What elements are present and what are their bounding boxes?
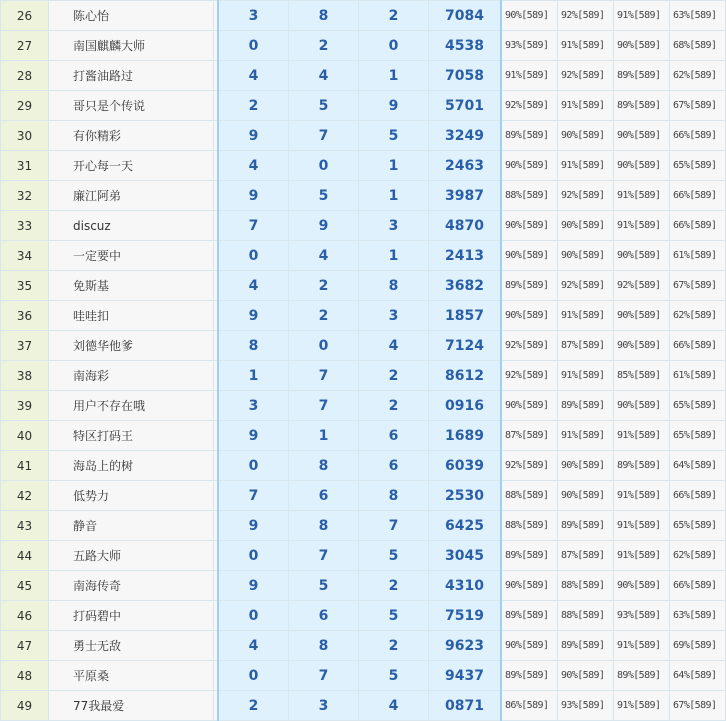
- percent-2-cell: 90%[589]: [558, 211, 614, 241]
- percent-2-cell: 91%[589]: [558, 31, 614, 61]
- percent-4-cell: 67%[589]: [670, 691, 726, 721]
- username-cell[interactable]: 免斯基: [49, 271, 214, 301]
- table-row: [1, 451, 726, 481]
- digit-1-cell: 3: [218, 391, 289, 421]
- digit-3-cell: 4: [359, 691, 429, 721]
- percent-4-cell: 63%[589]: [670, 601, 726, 631]
- table-row: [1, 241, 726, 271]
- row-index-cell: 48: [1, 661, 49, 691]
- percent-1-cell: 91%[589]: [501, 61, 558, 91]
- row-index-cell: 34: [1, 241, 49, 271]
- percent-1-cell: 90%[589]: [501, 211, 558, 241]
- percent-3-cell: 89%[589]: [614, 61, 670, 91]
- digit-2-cell: 8: [289, 1, 359, 31]
- username-cell[interactable]: 打码碧中: [49, 601, 214, 631]
- username-cell[interactable]: 一定要中: [49, 241, 214, 271]
- username-cell[interactable]: 南海传奇: [49, 571, 214, 601]
- percent-3-cell: 92%[589]: [614, 271, 670, 301]
- digit-1-cell: 9: [218, 181, 289, 211]
- username-cell[interactable]: 开心每一天: [49, 151, 214, 181]
- percent-2-cell: 87%[589]: [558, 541, 614, 571]
- digit-3-cell: 2: [359, 391, 429, 421]
- percent-1-cell: 86%[589]: [501, 691, 558, 721]
- username-cell[interactable]: 五路大师: [49, 541, 214, 571]
- digit-3-cell: 8: [359, 481, 429, 511]
- percent-2-cell: 91%[589]: [558, 91, 614, 121]
- percent-3-cell: 90%[589]: [614, 391, 670, 421]
- percent-2-cell: 92%[589]: [558, 271, 614, 301]
- number-cell: 3045: [429, 541, 502, 571]
- row-index-cell: 43: [1, 511, 49, 541]
- percent-1-cell: 90%[589]: [501, 1, 558, 31]
- row-index-cell: 45: [1, 571, 49, 601]
- table-row: [1, 511, 726, 541]
- digit-3-cell: 6: [359, 451, 429, 481]
- row-index-cell: 30: [1, 121, 49, 151]
- digit-1-cell: 7: [218, 481, 289, 511]
- number-cell: 0871: [429, 691, 502, 721]
- digit-2-cell: 7: [289, 391, 359, 421]
- digit-1-cell: 9: [218, 301, 289, 331]
- percent-4-cell: 69%[589]: [670, 631, 726, 661]
- digit-3-cell: 1: [359, 151, 429, 181]
- row-index-cell: 44: [1, 541, 49, 571]
- percent-2-cell: 93%[589]: [558, 691, 614, 721]
- percent-2-cell: 90%[589]: [558, 121, 614, 151]
- digit-1-cell: 4: [218, 271, 289, 301]
- digit-1-cell: 0: [218, 451, 289, 481]
- percent-4-cell: 62%[589]: [670, 61, 726, 91]
- username-cell[interactable]: 哇哇扣: [49, 301, 214, 331]
- row-index-cell: 28: [1, 61, 49, 91]
- number-cell: 8612: [429, 361, 502, 391]
- percent-1-cell: 88%[589]: [501, 481, 558, 511]
- digit-3-cell: 1: [359, 241, 429, 271]
- percent-4-cell: 66%[589]: [670, 331, 726, 361]
- digit-2-cell: 4: [289, 61, 359, 91]
- percent-1-cell: 89%[589]: [501, 121, 558, 151]
- digit-3-cell: 0: [359, 31, 429, 61]
- digit-3-cell: 1: [359, 181, 429, 211]
- table-row: [1, 421, 726, 451]
- percent-3-cell: 91%[589]: [614, 481, 670, 511]
- percent-4-cell: 67%[589]: [670, 271, 726, 301]
- row-index-cell: 46: [1, 601, 49, 631]
- percent-1-cell: 90%[589]: [501, 571, 558, 601]
- digit-1-cell: 3: [218, 1, 289, 31]
- digit-3-cell: 1: [359, 61, 429, 91]
- percent-3-cell: 90%[589]: [614, 31, 670, 61]
- username-cell[interactable]: 陈心怡: [49, 1, 214, 31]
- percent-4-cell: 66%[589]: [670, 481, 726, 511]
- number-cell: 9623: [429, 631, 502, 661]
- number-cell: 2530: [429, 481, 502, 511]
- percent-3-cell: 90%[589]: [614, 331, 670, 361]
- table-row: [1, 631, 726, 661]
- table-row: [1, 1, 726, 31]
- digit-1-cell: 4: [218, 631, 289, 661]
- digit-1-cell: 8: [218, 331, 289, 361]
- percent-3-cell: 93%[589]: [614, 601, 670, 631]
- row-index-cell: 39: [1, 391, 49, 421]
- username-cell[interactable]: 勇士无敌: [49, 631, 214, 661]
- table-row: [1, 571, 726, 601]
- username-cell[interactable]: 廉江阿弟: [49, 181, 214, 211]
- number-cell: 1857: [429, 301, 502, 331]
- digit-2-cell: 2: [289, 301, 359, 331]
- digit-1-cell: 4: [218, 61, 289, 91]
- percent-1-cell: 90%[589]: [501, 301, 558, 331]
- percent-2-cell: 87%[589]: [558, 331, 614, 361]
- percent-1-cell: 90%[589]: [501, 391, 558, 421]
- table-row: [1, 661, 726, 691]
- percent-4-cell: 64%[589]: [670, 661, 726, 691]
- percent-3-cell: 89%[589]: [614, 451, 670, 481]
- digit-2-cell: 8: [289, 631, 359, 661]
- table-row: [1, 391, 726, 421]
- table-row: [1, 691, 726, 721]
- percent-1-cell: 88%[589]: [501, 181, 558, 211]
- digit-1-cell: 1: [218, 361, 289, 391]
- row-index-cell: 42: [1, 481, 49, 511]
- percent-4-cell: 66%[589]: [670, 571, 726, 601]
- digit-3-cell: 2: [359, 631, 429, 661]
- percent-1-cell: 89%[589]: [501, 661, 558, 691]
- percent-4-cell: 64%[589]: [670, 451, 726, 481]
- percent-1-cell: 89%[589]: [501, 601, 558, 631]
- number-cell: 3682: [429, 271, 502, 301]
- percent-3-cell: 90%[589]: [614, 151, 670, 181]
- username-cell[interactable]: discuz: [49, 211, 214, 241]
- table-row: [1, 181, 726, 211]
- percent-1-cell: 89%[589]: [501, 271, 558, 301]
- percent-2-cell: 91%[589]: [558, 361, 614, 391]
- digit-1-cell: 0: [218, 541, 289, 571]
- digit-2-cell: 9: [289, 211, 359, 241]
- digit-2-cell: 0: [289, 151, 359, 181]
- digit-3-cell: 2: [359, 1, 429, 31]
- username-cell[interactable]: 77我最爱: [49, 691, 214, 721]
- percent-4-cell: 62%[589]: [670, 301, 726, 331]
- digit-3-cell: 7: [359, 511, 429, 541]
- percent-3-cell: 91%[589]: [614, 691, 670, 721]
- percent-4-cell: 66%[589]: [670, 181, 726, 211]
- digit-3-cell: 5: [359, 541, 429, 571]
- percent-3-cell: 91%[589]: [614, 631, 670, 661]
- percent-4-cell: 65%[589]: [670, 151, 726, 181]
- username-cell[interactable]: 哥只是个传说: [49, 91, 214, 121]
- number-cell: 7084: [429, 1, 502, 31]
- percent-3-cell: 91%[589]: [614, 1, 670, 31]
- username-cell[interactable]: 特区打码王: [49, 421, 214, 451]
- table-row: [1, 601, 726, 631]
- number-cell: 2413: [429, 241, 502, 271]
- table-row: [1, 151, 726, 181]
- percent-3-cell: 89%[589]: [614, 661, 670, 691]
- digit-3-cell: 3: [359, 211, 429, 241]
- row-index-cell: 27: [1, 31, 49, 61]
- table-row: [1, 91, 726, 121]
- table-row: [1, 211, 726, 241]
- percent-3-cell: 91%[589]: [614, 181, 670, 211]
- digit-3-cell: 4: [359, 331, 429, 361]
- percent-1-cell: 93%[589]: [501, 31, 558, 61]
- number-cell: 6425: [429, 511, 502, 541]
- row-index-cell: 29: [1, 91, 49, 121]
- row-index-cell: 41: [1, 451, 49, 481]
- percent-3-cell: 91%[589]: [614, 511, 670, 541]
- percent-4-cell: 65%[589]: [670, 511, 726, 541]
- number-cell: 3249: [429, 121, 502, 151]
- table-row: [1, 541, 726, 571]
- digit-2-cell: 7: [289, 121, 359, 151]
- number-cell: 2463: [429, 151, 502, 181]
- table-row: [1, 271, 726, 301]
- ranking-table-body: [1, 1, 726, 721]
- percent-2-cell: 88%[589]: [558, 571, 614, 601]
- username-cell[interactable]: 海岛上的树: [49, 451, 214, 481]
- digit-3-cell: 6: [359, 421, 429, 451]
- digit-3-cell: 5: [359, 601, 429, 631]
- percent-2-cell: 92%[589]: [558, 1, 614, 31]
- digit-2-cell: 6: [289, 481, 359, 511]
- digit-2-cell: 0: [289, 331, 359, 361]
- percent-4-cell: 61%[589]: [670, 361, 726, 391]
- row-index-cell: 31: [1, 151, 49, 181]
- digit-2-cell: 2: [289, 31, 359, 61]
- table-row: [1, 361, 726, 391]
- digit-3-cell: 2: [359, 361, 429, 391]
- percent-4-cell: 66%[589]: [670, 121, 726, 151]
- percent-1-cell: 90%[589]: [501, 241, 558, 271]
- percent-3-cell: 90%[589]: [614, 241, 670, 271]
- username-cell[interactable]: 用户不存在哦: [49, 391, 214, 421]
- percent-1-cell: 92%[589]: [501, 451, 558, 481]
- digit-2-cell: 2: [289, 271, 359, 301]
- number-cell: 3987: [429, 181, 502, 211]
- table-row: [1, 301, 726, 331]
- digit-3-cell: 9: [359, 91, 429, 121]
- percent-3-cell: 90%[589]: [614, 571, 670, 601]
- row-index-cell: 36: [1, 301, 49, 331]
- digit-1-cell: 9: [218, 571, 289, 601]
- digit-1-cell: 0: [218, 661, 289, 691]
- digit-3-cell: 2: [359, 571, 429, 601]
- row-index-cell: 32: [1, 181, 49, 211]
- digit-1-cell: 9: [218, 511, 289, 541]
- percent-2-cell: 91%[589]: [558, 421, 614, 451]
- percent-4-cell: 62%[589]: [670, 541, 726, 571]
- percent-4-cell: 68%[589]: [670, 31, 726, 61]
- digit-2-cell: 7: [289, 661, 359, 691]
- percent-2-cell: 90%[589]: [558, 451, 614, 481]
- percent-1-cell: 89%[589]: [501, 541, 558, 571]
- number-cell: 9437: [429, 661, 502, 691]
- percent-2-cell: 91%[589]: [558, 301, 614, 331]
- number-cell: 4870: [429, 211, 502, 241]
- row-index-cell: 37: [1, 331, 49, 361]
- percent-2-cell: 88%[589]: [558, 601, 614, 631]
- table-row: [1, 31, 726, 61]
- username-cell[interactable]: 刘德华他爹: [49, 331, 214, 361]
- percent-3-cell: 91%[589]: [614, 211, 670, 241]
- number-cell: 7058: [429, 61, 502, 91]
- username-cell[interactable]: 有你精彩: [49, 121, 214, 151]
- percent-4-cell: 63%[589]: [670, 1, 726, 31]
- percent-4-cell: 65%[589]: [670, 421, 726, 451]
- username-cell[interactable]: 南国麒麟大师: [49, 31, 214, 61]
- number-cell: 6039: [429, 451, 502, 481]
- digit-2-cell: 4: [289, 241, 359, 271]
- percent-1-cell: 92%[589]: [501, 361, 558, 391]
- percent-3-cell: 91%[589]: [614, 541, 670, 571]
- number-cell: 5701: [429, 91, 502, 121]
- row-index-cell: 47: [1, 631, 49, 661]
- number-cell: 7519: [429, 601, 502, 631]
- percent-2-cell: 91%[589]: [558, 151, 614, 181]
- row-index-cell: 38: [1, 361, 49, 391]
- table-row: [1, 331, 726, 361]
- table-row: [1, 481, 726, 511]
- number-cell: 7124: [429, 331, 502, 361]
- digit-2-cell: 8: [289, 511, 359, 541]
- digit-1-cell: 9: [218, 121, 289, 151]
- percent-4-cell: 67%[589]: [670, 91, 726, 121]
- digit-2-cell: 5: [289, 181, 359, 211]
- percent-2-cell: 90%[589]: [558, 241, 614, 271]
- username-cell[interactable]: 静音: [49, 511, 214, 541]
- row-index-cell: 40: [1, 421, 49, 451]
- number-cell: 4310: [429, 571, 502, 601]
- percent-2-cell: 90%[589]: [558, 661, 614, 691]
- digit-1-cell: 0: [218, 31, 289, 61]
- digit-3-cell: 5: [359, 661, 429, 691]
- table-row: [1, 61, 726, 91]
- digit-1-cell: 0: [218, 241, 289, 271]
- percent-3-cell: 85%[589]: [614, 361, 670, 391]
- number-cell: 4538: [429, 31, 502, 61]
- percent-4-cell: 66%[589]: [670, 211, 726, 241]
- digit-1-cell: 0: [218, 601, 289, 631]
- percent-2-cell: 89%[589]: [558, 391, 614, 421]
- table-row: [1, 121, 726, 151]
- percent-1-cell: 92%[589]: [501, 91, 558, 121]
- percent-2-cell: 89%[589]: [558, 631, 614, 661]
- percent-2-cell: 90%[589]: [558, 481, 614, 511]
- digit-2-cell: 7: [289, 541, 359, 571]
- percent-1-cell: 88%[589]: [501, 511, 558, 541]
- percent-1-cell: 90%[589]: [501, 631, 558, 661]
- digit-2-cell: 5: [289, 91, 359, 121]
- row-index-cell: 26: [1, 1, 49, 31]
- digit-1-cell: 2: [218, 91, 289, 121]
- row-index-cell: 35: [1, 271, 49, 301]
- row-index-cell: 49: [1, 691, 49, 721]
- username-cell[interactable]: 南海彩: [49, 361, 214, 391]
- digit-3-cell: 8: [359, 271, 429, 301]
- digit-2-cell: 3: [289, 691, 359, 721]
- digit-2-cell: 1: [289, 421, 359, 451]
- digit-1-cell: 2: [218, 691, 289, 721]
- percent-4-cell: 65%[589]: [670, 391, 726, 421]
- digit-3-cell: 3: [359, 301, 429, 331]
- username-cell[interactable]: 打酱油路过: [49, 61, 214, 91]
- digit-2-cell: 5: [289, 571, 359, 601]
- percent-2-cell: 92%[589]: [558, 181, 614, 211]
- percent-3-cell: 90%[589]: [614, 121, 670, 151]
- percent-3-cell: 90%[589]: [614, 301, 670, 331]
- percent-3-cell: 89%[589]: [614, 91, 670, 121]
- digit-1-cell: 9: [218, 421, 289, 451]
- percent-1-cell: 87%[589]: [501, 421, 558, 451]
- number-cell: 0916: [429, 391, 502, 421]
- percent-2-cell: 89%[589]: [558, 511, 614, 541]
- username-cell[interactable]: 平原桑: [49, 661, 214, 691]
- percent-4-cell: 61%[589]: [670, 241, 726, 271]
- username-cell[interactable]: 低势力: [49, 481, 214, 511]
- digit-2-cell: 7: [289, 361, 359, 391]
- digit-2-cell: 6: [289, 601, 359, 631]
- number-cell: 1689: [429, 421, 502, 451]
- digit-1-cell: 4: [218, 151, 289, 181]
- percent-1-cell: 90%[589]: [501, 151, 558, 181]
- digit-2-cell: 8: [289, 451, 359, 481]
- digit-1-cell: 7: [218, 211, 289, 241]
- row-index-cell: 33: [1, 211, 49, 241]
- percent-2-cell: 92%[589]: [558, 61, 614, 91]
- digit-3-cell: 5: [359, 121, 429, 151]
- percent-3-cell: 91%[589]: [614, 421, 670, 451]
- percent-1-cell: 92%[589]: [501, 331, 558, 361]
